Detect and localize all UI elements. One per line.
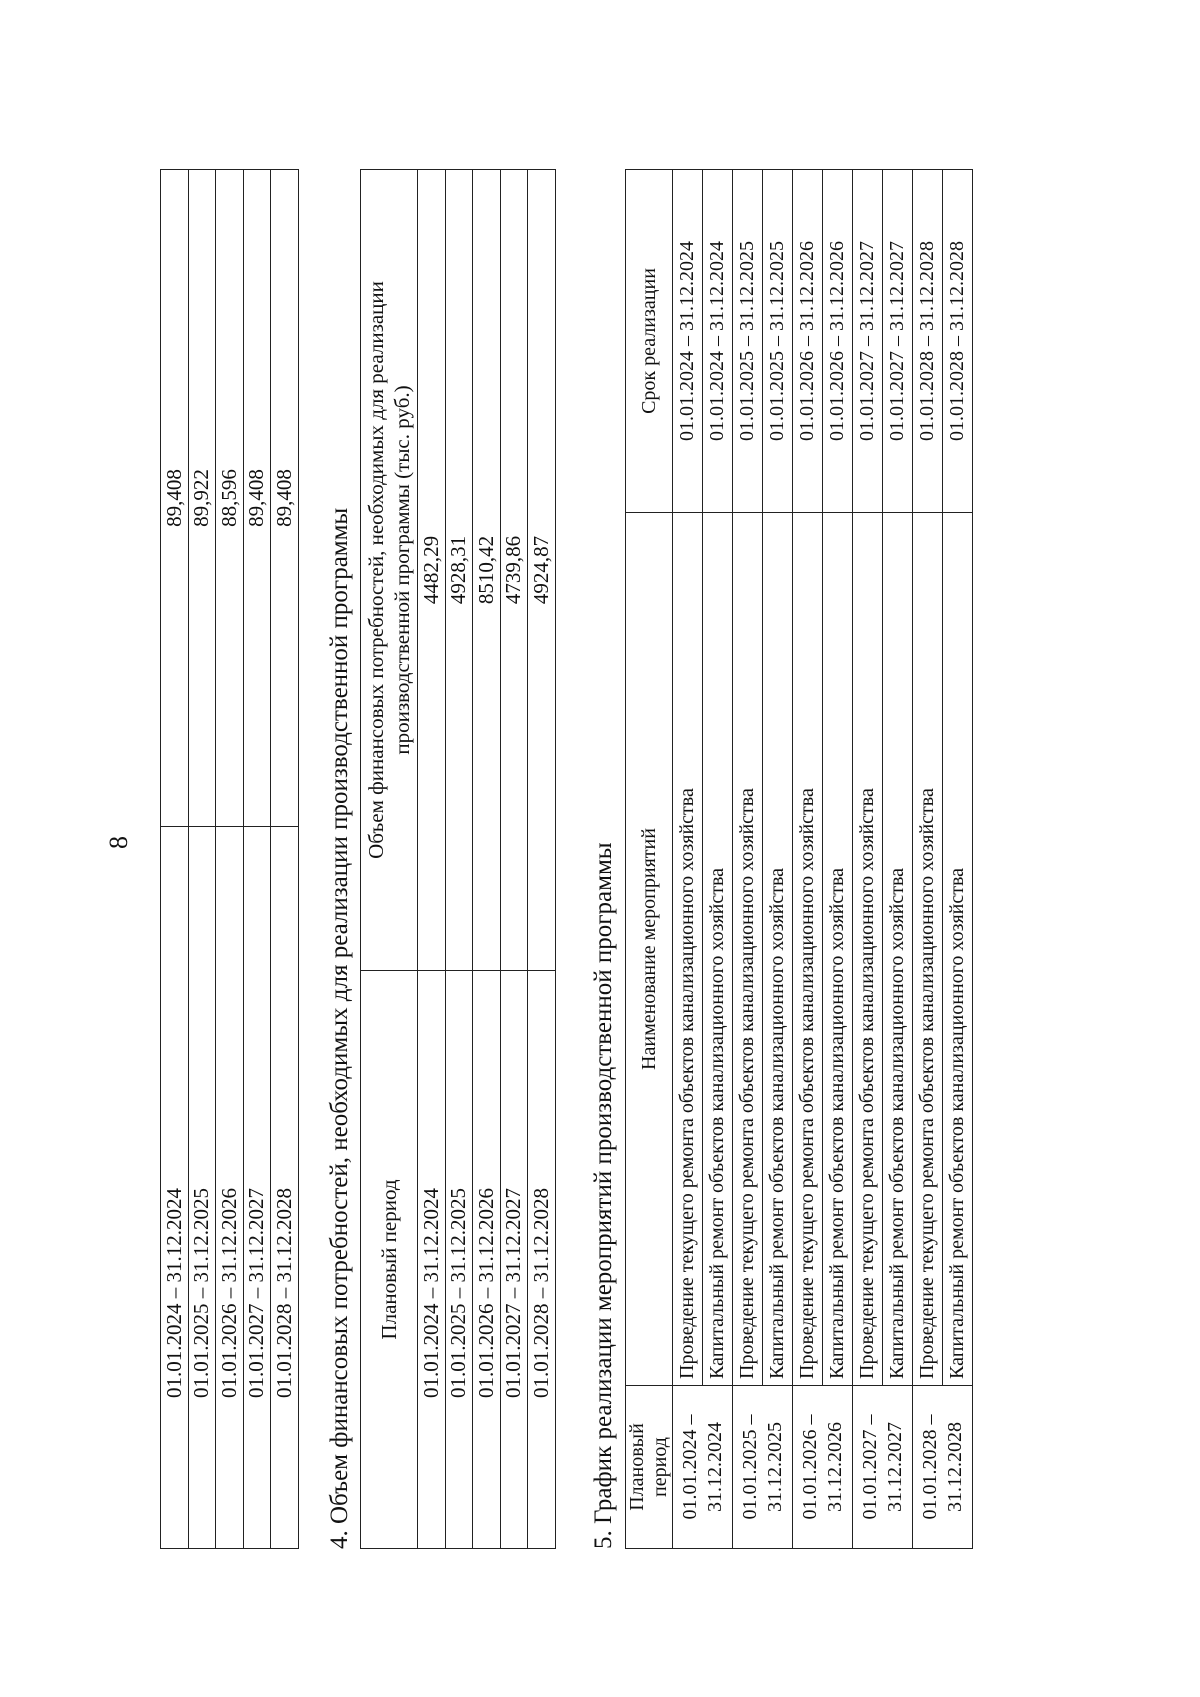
period-line: 01.01.2027 – <box>858 1414 881 1520</box>
deadline-cell: 01.01.2028 – 31.12.2028 <box>943 170 973 513</box>
period-cell: 01.01.2025 – 31.12.2025 <box>188 827 216 1549</box>
table-row <box>271 170 299 1549</box>
table-row <box>418 170 446 1549</box>
period-line: 01.01.2028 – <box>918 1414 941 1520</box>
value-cell: 89,408 <box>243 170 271 827</box>
table-row <box>161 170 189 1549</box>
table-row <box>445 170 473 1549</box>
period-header: Плановый период <box>361 971 418 1549</box>
period-cell <box>673 1386 733 1549</box>
table-row <box>243 170 271 1549</box>
section-5-title: 5. График реализации мероприятий производственной программы <box>590 842 617 1549</box>
value-cell: 89,922 <box>188 170 216 827</box>
table-row <box>823 170 853 1549</box>
period-line: 31.12.2027 <box>883 1422 906 1512</box>
value-cell: 8510,42 <box>473 170 501 971</box>
deadline-cell: 01.01.2024 – 31.12.2024 <box>703 170 733 513</box>
period-cell: 01.01.2027 – 31.12.2027 <box>243 827 271 1549</box>
page-number: 8 <box>104 836 133 849</box>
table-row <box>188 170 216 1549</box>
period-cell: 01.01.2024 – 31.12.2024 <box>418 971 446 1549</box>
period-line: 01.01.2024 – <box>678 1414 701 1520</box>
period-header: Плановый период <box>626 1386 673 1549</box>
table-row <box>853 170 883 1549</box>
financial-needs-table <box>360 169 556 1549</box>
activity-name-cell: Проведение текущего ремонта объектов канализационного хозяйства <box>853 513 883 1386</box>
deadline-cell: 01.01.2027 – 31.12.2027 <box>853 170 883 513</box>
deadline-cell: 01.01.2026 – 31.12.2026 <box>793 170 823 513</box>
deadline-header: Срок реализации <box>626 170 673 513</box>
deadline-cell: 01.01.2028 – 31.12.2028 <box>913 170 943 513</box>
deadline-cell: 01.01.2024 – 31.12.2024 <box>673 170 703 513</box>
volume-header: Объем финансовых потребностей, необходимых для реализации производственной программы (тыс. руб.) <box>361 170 418 971</box>
table-row <box>763 170 793 1549</box>
activity-name-cell: Капитальный ремонт объектов канализационного хозяйства <box>883 513 913 1386</box>
value-cell: 4739,86 <box>500 170 528 971</box>
table-row <box>913 170 943 1549</box>
deadline-cell: 01.01.2025 – 31.12.2025 <box>733 170 763 513</box>
period-cell: 01.01.2028 – 31.12.2028 <box>271 827 299 1549</box>
table-row <box>793 170 823 1549</box>
table-header-row <box>626 170 673 1549</box>
period-cell <box>733 1386 793 1549</box>
period-cell: 01.01.2026 – 31.12.2026 <box>473 971 501 1549</box>
activity-name-cell: Капитальный ремонт объектов канализационного хозяйства <box>703 513 733 1386</box>
table-row <box>528 170 556 1549</box>
schedule-table <box>625 169 973 1549</box>
deadline-cell: 01.01.2027 – 31.12.2027 <box>883 170 913 513</box>
value-cell: 4924,87 <box>528 170 556 971</box>
period-line: 31.12.2025 <box>763 1422 786 1512</box>
period-line: 31.12.2024 <box>703 1422 726 1512</box>
name-header: Наименование мероприятий <box>626 513 673 1386</box>
deadline-cell: 01.01.2025 – 31.12.2025 <box>763 170 793 513</box>
table-row <box>733 170 763 1549</box>
table-row <box>216 170 244 1549</box>
period-cell <box>853 1386 913 1549</box>
activity-name-cell: Проведение текущего ремонта объектов канализационного хозяйства <box>733 513 763 1386</box>
period-cell: 01.01.2026 – 31.12.2026 <box>216 827 244 1549</box>
continued-table <box>160 169 299 1549</box>
period-line: 01.01.2025 – <box>738 1414 761 1520</box>
activity-name-cell: Проведение текущего ремонта объектов канализационного хозяйства <box>673 513 703 1386</box>
period-cell: 01.01.2028 – 31.12.2028 <box>528 971 556 1549</box>
table-row <box>943 170 973 1549</box>
activity-name-cell: Проведение текущего ремонта объектов канализационного хозяйства <box>913 513 943 1386</box>
table-row <box>703 170 733 1549</box>
period-line: 01.01.2026 – <box>798 1414 821 1520</box>
activity-name-cell: Капитальный ремонт объектов канализационного хозяйства <box>823 513 853 1386</box>
value-cell: 4928,31 <box>445 170 473 971</box>
table-row <box>673 170 703 1549</box>
period-cell <box>793 1386 853 1549</box>
period-line: 31.12.2026 <box>823 1422 846 1512</box>
period-cell: 01.01.2027 – 31.12.2027 <box>500 971 528 1549</box>
deadline-cell: 01.01.2026 – 31.12.2026 <box>823 170 853 513</box>
section-4-title: 4. Объем финансовых потребностей, необходимых для реализации производственной программы <box>326 507 353 1549</box>
activity-name-cell: Капитальный ремонт объектов канализационного хозяйства <box>763 513 793 1386</box>
period-cell: 01.01.2025 – 31.12.2025 <box>445 971 473 1549</box>
table-row <box>473 170 501 1549</box>
activity-name-cell: Капитальный ремонт объектов канализационного хозяйства <box>943 513 973 1386</box>
period-line: 31.12.2028 <box>943 1422 966 1512</box>
table-row <box>500 170 528 1549</box>
value-cell: 88,596 <box>216 170 244 827</box>
value-cell: 89,408 <box>161 170 189 827</box>
period-cell <box>913 1386 973 1549</box>
table-header-row <box>361 170 418 1549</box>
value-cell: 89,408 <box>271 170 299 827</box>
table-row <box>883 170 913 1549</box>
value-cell: 4482,29 <box>418 170 446 971</box>
activity-name-cell: Проведение текущего ремонта объектов канализационного хозяйства <box>793 513 823 1386</box>
period-cell: 01.01.2024 – 31.12.2024 <box>161 827 189 1549</box>
